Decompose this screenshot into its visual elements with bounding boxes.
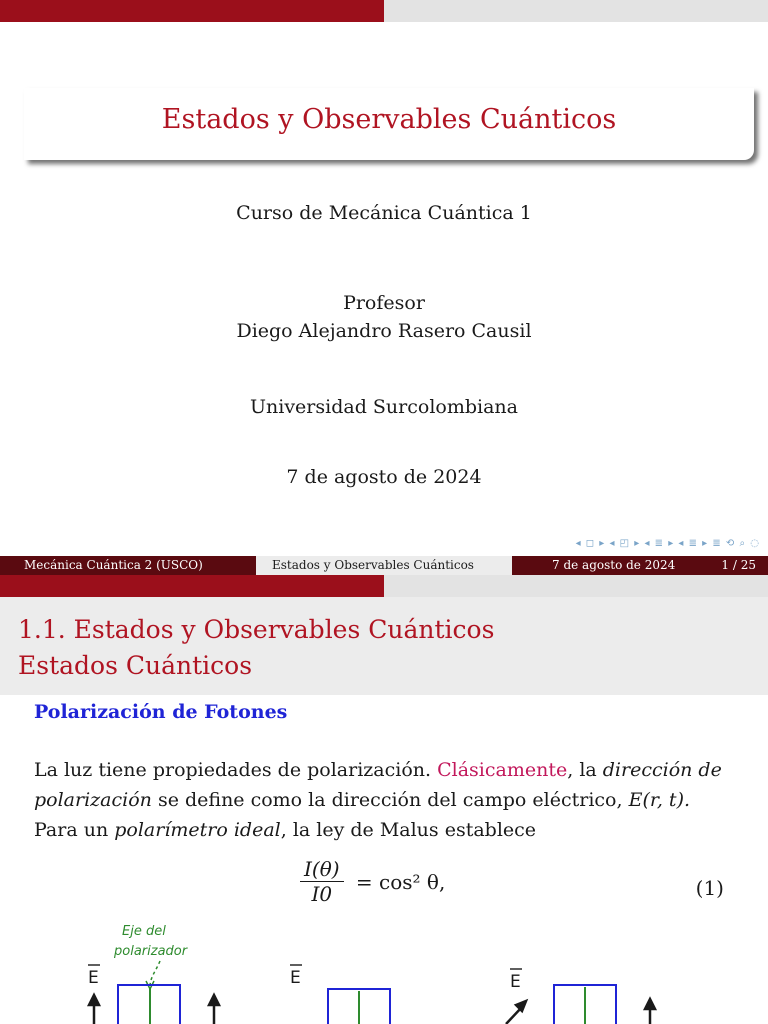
- footer-title: [256, 556, 512, 575]
- paragraph-line-2: [34, 785, 734, 815]
- title-box: [24, 88, 754, 160]
- text-fragment: La luz tiene propiedades de polarización.: [34, 759, 432, 781]
- text-fragment: se define como la dirección del campo eléctrico,: [157, 789, 623, 811]
- header-bar-grey: [384, 0, 768, 22]
- italic-fragment: polarímetro ideal: [114, 819, 281, 841]
- paragraph-line-3: [34, 815, 734, 845]
- section-title: 1.1. Estados y Observables Cuánticos: [18, 615, 495, 644]
- footer-page-number: 1 / 25: [721, 558, 756, 572]
- presentation-title: Estados y Observables Cuánticos: [161, 104, 617, 135]
- presentation-date: 7 de agosto de 2024: [286, 466, 482, 488]
- header-bar-red-2: [0, 575, 384, 597]
- text-fragment: Para un: [34, 819, 109, 841]
- field-label-3: E: [510, 972, 521, 992]
- equation-fraction: [300, 857, 344, 906]
- institution: Universidad Surcolombiana: [250, 396, 518, 418]
- equation-denominator: I0: [311, 882, 333, 906]
- footer-title-text: Estados y Observables Cuánticos: [272, 558, 474, 572]
- footer-course: [0, 556, 256, 575]
- annotation-axis-line2: polarizador: [114, 944, 188, 959]
- field-label-1: E: [88, 968, 99, 988]
- text-fragment: , la: [567, 759, 597, 781]
- field-label-2: E: [290, 968, 301, 988]
- annotation-axis-line1: Eje del: [122, 924, 166, 939]
- block-title: Polarización de Fotones: [34, 701, 288, 723]
- course-name: Curso de Mecánica Cuántica 1: [236, 202, 532, 224]
- beamer-navigation[interactable]: ◂ ◻ ▸ ◂ ◰ ▸ ◂ ≣ ▸ ◂ ≣ ▸ ≣ ⟲ ⌕ ◌: [575, 538, 760, 549]
- equation-number: (1): [695, 876, 724, 900]
- footer-bar: [0, 556, 768, 575]
- malus-law-equation: [300, 857, 445, 906]
- header-bar-grey-2: [384, 575, 768, 597]
- math-electric-field: E(r, t).: [628, 789, 691, 811]
- italic-fragment: dirección de: [602, 759, 722, 781]
- content-slide: [0, 575, 768, 1024]
- paragraph-line-1: [34, 755, 734, 785]
- professor-label: Profesor: [343, 292, 425, 314]
- professor-name: Diego Alejandro Rasero Causil: [236, 320, 532, 342]
- equation-numerator: I(θ): [300, 857, 344, 882]
- italic-fragment: polarización: [34, 789, 152, 811]
- footer-date-page: [512, 556, 768, 575]
- header-bar-red: [0, 0, 384, 22]
- text-fragment: , la ley de Malus establece: [280, 819, 537, 841]
- frame-title-area: [0, 597, 768, 695]
- polarizer-figure: [0, 915, 768, 1024]
- footer-date-text: 7 de agosto de 2024: [552, 558, 676, 572]
- annotation-dashed-arrow: [150, 961, 160, 987]
- footer-course-text: Mecánica Cuántica 2 (USCO): [24, 558, 203, 572]
- equation-rhs: = cos² θ,: [355, 869, 446, 894]
- subsection-title: Estados Cuánticos: [18, 651, 253, 680]
- highlight-classically: Clásicamente: [437, 759, 568, 781]
